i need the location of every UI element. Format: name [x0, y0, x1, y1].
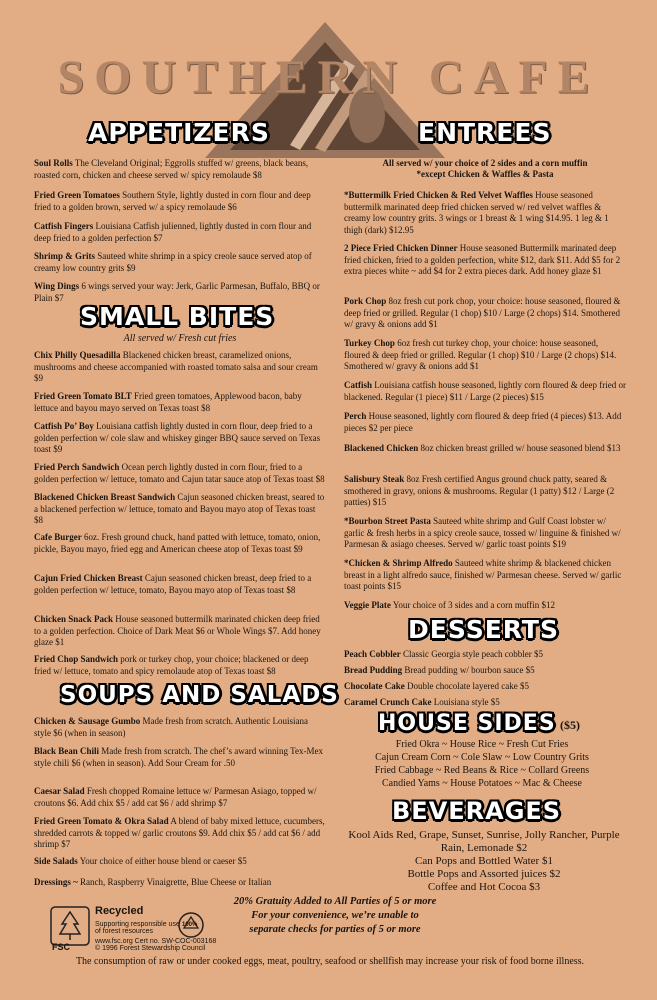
menu-item: Pork Chop 8oz fresh cut pork chop, your choice: house seasoned, floured & deep fried or grilled. Regular (1 chop) $10 / Large (2 chops) $14. Smothered w/ gravy & onions add $1: [344, 296, 621, 329]
menu-item: Fried Green Tomato & Okra Salad A blend of baby mixed lettuce, cucumbers, shredded carrots & topped w/ garlic croutons $9. Add chix $5 / add cat $6 / add shrimp $7: [34, 816, 325, 849]
beverage-line: Kool Aids Red, Grape, Sunset, Sunrise, Jolly Rancher, Purple: [348, 829, 620, 841]
recycled-sub-1: Supporting responsible use: [95, 921, 180, 928]
menu-item: *Buttermilk Fried Chicken & Red Velvet Waffles House seasoned buttermilk marinated deep fried chicken served w/ red velvet waffles & creamy low country grits. 3 wings or 1 breast & 1 wing $14.95. 1 leg & 1 thigh (dark) $12.95: [344, 190, 609, 235]
small-bites-heading: SMALL BITES: [80, 302, 275, 331]
menu-item: Soul Rolls The Cleveland Original; Eggrolls stuffed w/ greens, black beans, roasted corn, chicken and cheese served w/ spicy remolaude $8: [34, 158, 309, 180]
small-bites-subtitle: All served w/ Fresh cut fries: [123, 333, 237, 344]
fsc-tree-icon: [50, 906, 90, 946]
menu-item: Cafe Burger 6oz. Fresh ground chuck, hand patted with lettuce, tomato, onion, pickle, Bayou mayo, fried egg and American cheese atop of Texas toast $9: [34, 532, 321, 554]
menu-item: Bread Pudding Bread pudding w/ bourbon sauce $5: [344, 665, 535, 675]
menu-item: Blackened Chicken 8oz chicken breast grilled w/ house seasoned blend $13: [344, 443, 621, 453]
house-sides-price: ($5): [560, 718, 580, 732]
menu-item: Chicken & Sausage Gumbo Made fresh from scratch. Authentic Louisiana style $6 (when in season): [34, 716, 308, 738]
menu-item: Salisbury Steak 8oz Fresh certified Angus ground chuck patty, seared & smothered in gravy, onions & mushrooms. Regular (1 patty) $12 / Large (2 patties) $15: [344, 474, 615, 507]
checks-note-line-2: separate checks for parties of 5 or more: [249, 924, 421, 935]
menu-item: 2 Piece Fried Chicken Dinner House seasoned Buttermilk marinated deep fried chicken, fried to a golden perfection, white $12, dark $11. Add $5 for 2 extra pieces white ~ add $4 for 2 extra pieces dark. Add honey glaze $1: [344, 243, 621, 276]
menu-item: Fried Green Tomatoes Southern Style, lightly dusted in corn flour and deep fried to a golden brown, served w/ a spicy remolaude $6: [34, 190, 311, 212]
menu-item: *Bourbon Street Pasta Sauteed white shrimp and Gulf Coast lobster w/ garlic & fresh herbs in a spicy creole sauce, tossed w/ linguine & finished w/ Parmesan & asiago cheeses. Served w/ garlic toast points $19: [344, 516, 621, 549]
fsc-code: www.fsc.org Cert no. SW-COC-003168: [95, 938, 217, 945]
beverage-line: Coffee and Hot Cocoa $3: [427, 881, 541, 893]
menu-item: Wing Dings 6 wings served your way: Jerk, Garlic Parmesan, Buffalo, BBQ or Plain $7: [34, 281, 320, 303]
beverages-heading: BEVERAGES: [392, 797, 562, 825]
menu-item: Chix Philly Quesadilla Blackened chicken breast, caramelized onions, mushrooms and cheese accompanied with roasted tomato salsa and sour cream $9: [34, 350, 318, 383]
menu-item: Catfish Louisiana catfish house seasoned, lightly corn floured & deep fried or blackened. Regular (1 piece) $11 / Large (2 pieces) $15: [344, 380, 626, 402]
menu-item: Turkey Chop 6oz fresh cut turkey chop, your choice: house seasoned, floured & deep fried or grilled. Regular (1 chop) $10 / Large (2 chops) $14. Smothered w/ gravy & onions add $1: [344, 338, 617, 371]
recycled-title: Recycled: [95, 905, 144, 917]
side-line: Cajun Cream Corn ~ Cole Slaw ~ Low Country Grits: [375, 752, 589, 763]
appetizers-heading: APPETIZERS: [88, 118, 270, 147]
menu-item: Fried Green Tomato BLT Fried green tomatoes, Applewood bacon, baby lettuce and bayou mayo served on Texas toast $8: [34, 391, 302, 413]
menu-item: Chocolate Cake Double chocolate layered cake $5: [344, 681, 529, 691]
menu-item: Shrimp & Grits Sauteed white shrimp in a spicy creole sauce served atop of creamy low country grits $9: [34, 251, 312, 273]
recycled-sub-2: of forest resources: [95, 928, 153, 935]
menu-item: Black Bean Chili Made fresh from scratch. The chef’s award winning Tex-Mex style chili $6 (when in season). Add Sour Cream for .50: [34, 746, 323, 768]
entrees-heading: ENTREES: [418, 118, 552, 147]
side-line: Fried Okra ~ House Rice ~ Fresh Cut Fries: [395, 739, 569, 750]
beverage-line: Rain, Lemonade $2: [440, 842, 528, 854]
menu-item: Chicken Snack Pack House seasoned buttermilk marinated chicken deep fried to a golden perfection. Choice of Dark Meat $6 or Whole Wings $7. Add honey glaze $1: [34, 614, 321, 647]
entrees-subtitle: All served w/ your choice of 2 sides and a corn muffin: [382, 158, 588, 168]
page-title: SOUTHERN CAFE: [57, 51, 600, 104]
fsc-label: FSC: [52, 942, 70, 952]
checks-note-line-1: For your convenience, we’re unable to: [251, 910, 419, 921]
food-safety-disclaimer: The consumption of raw or under cooked eggs, meat, poultry, seafood or shellfish may increase your risk of food borne illness.: [75, 956, 585, 967]
beverage-line: Bottle Pops and Assorted juices $2: [407, 868, 561, 880]
menu-item: Catfish Fingers Louisiana Catfish julienned, lightly dusted in corn flour and deep fried to a golden perfection $7: [34, 221, 312, 243]
desserts-heading: DESSERTS: [408, 615, 559, 644]
menu-item: Blackened Chicken Breast Sandwich Cajun seasoned chicken breast, seared to a blackened perfection w/ lettuce, tomato and Bayou mayo atop of Texas toast $8: [34, 492, 325, 525]
menu-item: Veggie Plate Your choice of 3 sides and a corn muffin $12: [344, 600, 555, 610]
menu-item: *Chicken & Shrimp Alfredo Sauteed white shrimp & blackened chicken breast in a light alfredo sauce, finished w/ Parmesan cheese. Served w/ garlic toast points $15: [344, 558, 622, 591]
menu-item: Perch House seasoned, lightly corn floured & deep fried (4 pieces) $13. Add pieces $2 per piece: [344, 411, 622, 433]
side-line: Fried Cabbage ~ Red Beans & Rice ~ Collard Greens: [374, 765, 590, 776]
menu-item: Catfish Po’ Boy Louisiana catfish lightly dusted in corn flour, deep fried to a golden perfection w/ cole slaw and whiskey ginger BBQ sauce served on Texas toast $9: [34, 421, 321, 454]
gratuity-note: 20% Gratuity Added to All Parties of 5 or more: [233, 896, 437, 907]
side-line: Candied Yams ~ House Potatoes ~ Mac & Cheese: [382, 778, 582, 789]
menu-item: Side Salads Your choice of either house blend or caeser $5: [34, 856, 247, 866]
menu-item: Fried Chop Sandwich pork or turkey chop, your choice; blackened or deep fried w/ lettuce, tomato and spicy remolaude atop of Texas toast $8: [34, 654, 309, 676]
beverage-line: Can Pops and Bottled Water $1: [415, 855, 553, 867]
soups-salads-heading: SOUPS AND SALADS: [60, 682, 339, 708]
menu-item: Dressings ~ Ranch, Raspberry Vinaigrette, Blue Cheese or Italian: [34, 877, 272, 887]
menu-item: Caesar Salad Fresh chopped Romaine lettuce w/ Parmesan Asiago, topped w/ croutons $6. Add chix $5 / add cat $6 / add shrimp $7: [34, 786, 317, 808]
percent-label: 100%: [182, 922, 198, 928]
menu-item: Fried Perch Sandwich Ocean perch lightly dusted in corn flour, fried to a golden perfection w/ lettuce, tomato and Cajun tatar sauce atop of Texas toast $8: [34, 462, 325, 484]
entrees-subtitle-note: *except Chicken & Waffles & Pasta: [416, 169, 554, 179]
menu-item: Cajun Fried Chicken Breast Cajun seasoned chicken breast, deep fried to a golden perfection w/ lettuce, tomato, Bayou mayo atop of Texas toast $8: [34, 573, 312, 595]
fsc-copyright: © 1996 Forest Stewardship Council: [95, 945, 206, 952]
menu-item: Caramel Crunch Cake Louisiana style $5: [344, 697, 500, 707]
menu-item: Peach Cobbler Classic Georgia style peach cobbler $5: [344, 649, 544, 659]
house-sides-heading: HOUSE SIDES: [378, 711, 556, 736]
